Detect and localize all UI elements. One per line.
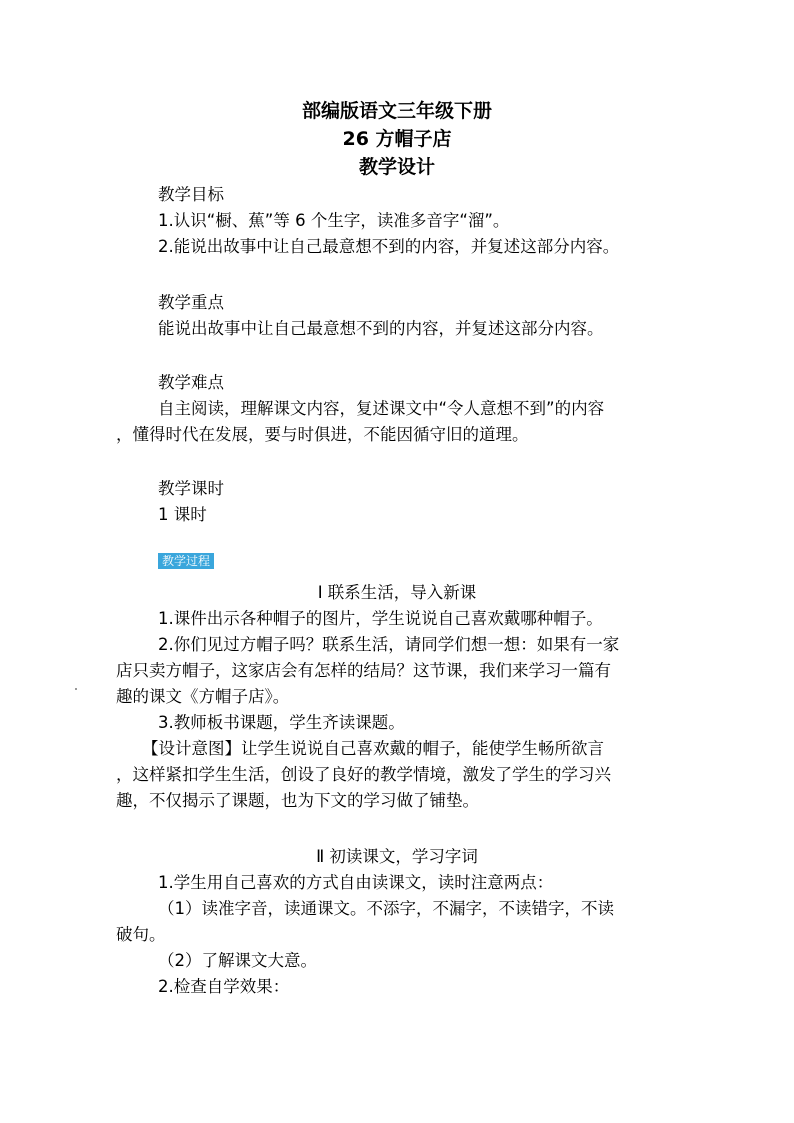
doc-title-line3: 教学设计 [358, 156, 435, 178]
section2-line: 破句。 [116, 925, 166, 944]
section1-title: Ⅰ 联系生活，导入新课 [317, 583, 477, 602]
section1-line: 店只卖方帽子，这家店会有怎样的结局？这节课，我们来学习一篇有 [116, 661, 611, 680]
doc-title-line2: 26 方帽子店 [342, 128, 452, 150]
section1-line: 趣，不仅揭示了课题，也为下文的学习做了铺垫。 [116, 791, 479, 810]
section1-line: 趣的课文《方帽子店》。 [116, 687, 290, 706]
difficulties-heading: 教学难点 [158, 373, 224, 392]
stray-dot [75, 688, 77, 690]
section2-title: Ⅱ 初读课文，学习字词 [316, 847, 478, 866]
section1-line: ，这样紧扣学生生活，创设了良好的教学情境，激发了学生的学习兴 [116, 765, 611, 784]
goals-heading: 教学目标 [158, 185, 224, 204]
section1-line: 1.课件出示各种帽子的图片，学生说说自己喜欢戴哪种帽子。 [158, 609, 603, 628]
key-points-heading: 教学重点 [158, 293, 224, 312]
section1-line: 3.教师板书课题，学生齐读课题。 [158, 713, 405, 732]
process-badge: 教学过程 [158, 553, 214, 569]
doc-title-line1: 部编版语文三年级下册 [301, 100, 492, 122]
section2-line: （1）读准字音，读通课文。不添字，不漏字，不读错字，不读 [158, 899, 614, 918]
section2-line: （2）了解课文大意。 [158, 951, 317, 970]
periods-heading: 教学课时 [158, 479, 224, 498]
periods-text: 1 课时 [158, 505, 207, 524]
section1-line: 【设计意图】让学生说说自己喜欢戴的帽子，能使学生畅所欲言 [142, 739, 604, 758]
goal-item-1: 1.认识“橱、蕉”等 6 个生字，读准多音字“溜”。 [158, 211, 510, 230]
key-points-text: 能说出故事中让自己最意想不到的内容，并复述这部分内容。 [158, 319, 604, 338]
difficulties-line-1: 自主阅读，理解课文内容，复述课文中“令人意想不到”的内容 [158, 399, 605, 418]
section2-line: 1.学生用自己喜欢的方式自由读课文，读时注意两点： [158, 873, 554, 892]
section1-line: 2.你们见过方帽子吗？联系生活，请同学们想一想：如果有一家 [158, 635, 620, 654]
goal-item-2: 2.能说出故事中让自己最意想不到的内容，并复述这部分内容。 [158, 237, 620, 256]
difficulties-line-2: ，懂得时代在发展，要与时俱进，不能因循守旧的道理。 [116, 425, 529, 444]
section2-line: 2.检查自学效果： [158, 977, 290, 996]
